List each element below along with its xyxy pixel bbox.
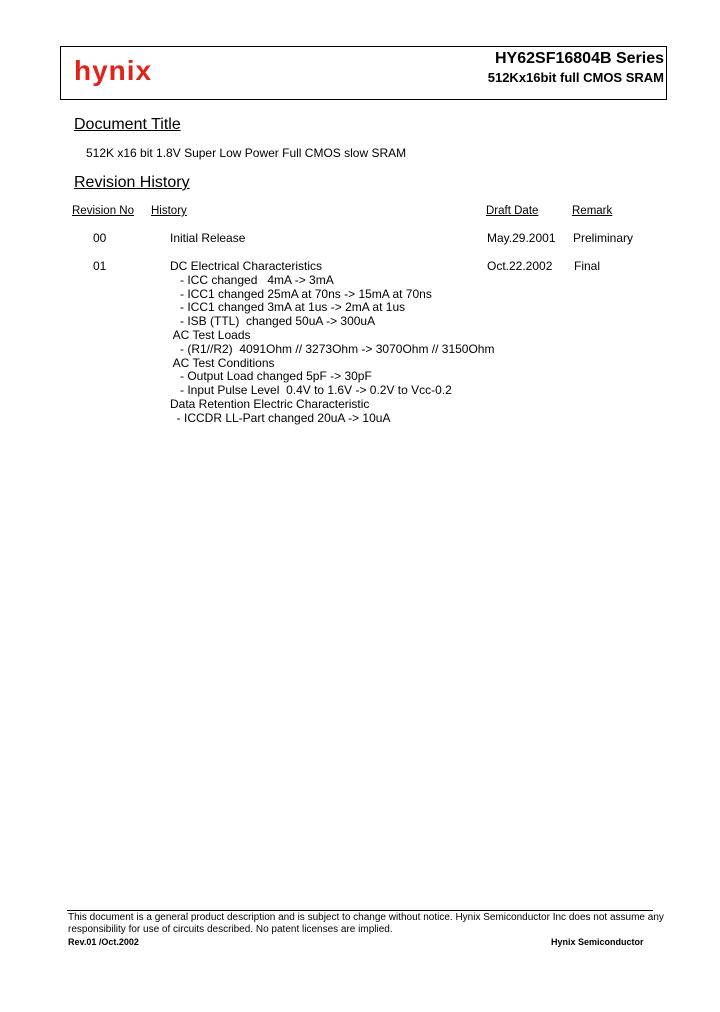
footer-divider [67, 910, 653, 911]
row-0-remark: Preliminary [573, 231, 634, 245]
history-line: - ICC1 changed 25mA at 70ns -> 15mA at 70ns [170, 286, 432, 301]
history-line: - ICC1 changed 3mA at 1us -> 2mA at 1us [170, 300, 406, 315]
row-1-revision-no: 01 [93, 259, 107, 273]
column-header-revision-no: Revision No [72, 205, 134, 217]
history-line: AC Test Loads [170, 327, 251, 342]
product-subtitle: 512Kx16bit full CMOS SRAM [487, 70, 664, 85]
history-line: - Output Load changed 5pF -> 30pF [170, 369, 372, 384]
history-line: - (R1//R2) 4091Ohm // 3273Ohm -> 3070Ohm // 3150Ohm [170, 341, 495, 356]
footer-notice: This document is a general product description and is subject to change without notice. Hynix Semiconductor Inc does not assume any responsibility for use of circuits described. No patent licenses are implied. [68, 912, 664, 935]
row-1-remark: Final [574, 259, 601, 273]
document-title-text: 512K x16 bit 1.8V Super Low Power Full CMOS slow SRAM [86, 146, 407, 160]
history-line: - ICCDR LL-Part changed 20uA -> 10uA [170, 410, 391, 425]
row-0-revision-no: 00 [93, 231, 107, 245]
row-1-draft-date: Oct.22.2002 [487, 259, 553, 273]
row-0-history: Initial Release [170, 231, 246, 245]
column-header-remark: Remark [572, 205, 613, 217]
product-title: HY62SF16804B Series [495, 50, 664, 67]
row-0-draft-date: May.29.2001 [487, 231, 556, 245]
history-line: - ISB (TTL) changed 50uA -> 300uA [170, 314, 376, 329]
hynix-logo: hynix [74, 55, 153, 86]
history-line: - ICC changed 4mA -> 3mA [170, 272, 334, 287]
footer-revision: Rev.01 /Oct.2002 [68, 937, 139, 947]
column-header-draft-date: Draft Date [486, 205, 539, 217]
history-line: Data Retention Electric Characteristic [170, 396, 370, 411]
row-1-history [170, 260, 494, 426]
header-box [60, 46, 667, 100]
document-title-heading: Document Title [74, 116, 181, 133]
footer-company: Hynix Semiconductor [551, 937, 644, 947]
history-line: DC Electrical Characteristics [170, 259, 323, 273]
revision-history-heading: Revision History [74, 174, 190, 191]
column-header-history: History [151, 205, 187, 217]
history-line: AC Test Conditions [170, 355, 275, 370]
history-line: - Input Pulse Level 0.4V to 1.6V -> 0.2V to Vcc-0.2 [170, 383, 452, 398]
